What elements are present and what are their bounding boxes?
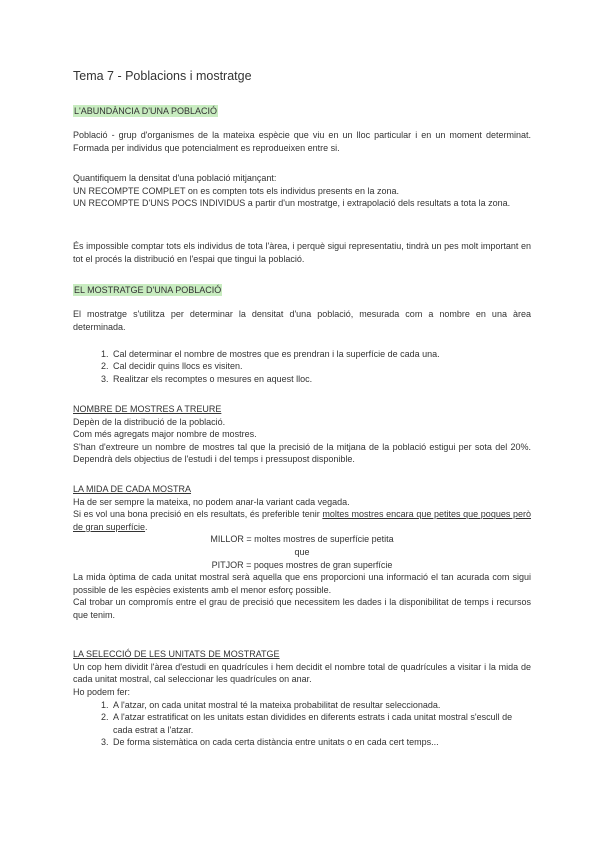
partial-count: UN RECOMPTE D'UNS POCS INDIVIDUS a partir d'un mostratge, i extrapolació dels resultats a tota la zona.: [73, 198, 511, 209]
page-title: Tema 7 - Poblacions i mostratge: [73, 69, 252, 83]
line-precision: S'han d'extreure un nombre de mostres tal que la precisió de la mitjana de la població estigui per sota del 20%. Dependrà dels objectius de l'estudi i del temps i pressupost disponible.: [73, 441, 531, 465]
section-unit-selection: [73, 648, 531, 698]
list-item: 2. A l'atzar estratificat on les unitats estan dividides en diferents estrats i cada unitat mostral s'escull de cada estrat a l'atzar.: [111, 711, 531, 736]
list-item: 2. Cal decidir quins llocs es visiten.: [111, 360, 531, 372]
section-heading-size: LA MIDA DE CADA MOSTRA: [73, 484, 192, 494]
section-number-of-samples: [73, 403, 531, 466]
section-heading-sampling: EL MOSTRATGE D'UNA POBLACIÓ: [74, 285, 222, 295]
section-heading-number: NOMBRE DE MOSTRES A TREURE: [73, 404, 222, 414]
paragraph-optimal-size: La mida òptima de cada unitat mostral serà aquella que ens proporcioni una informació el tan acurada com sigui possible de les espècies existents amb el menor esforç possible.: [73, 572, 531, 595]
worse-line: PITJOR = poques mostres de gran superfície: [211, 559, 393, 570]
line-same-size: Ha de ser sempre la mateixa, no podem anar-la variant cada vegada.: [73, 496, 350, 507]
line-aggregates: Com més agregats major nombre de mostres.: [73, 429, 257, 440]
list-item: 1. Cal determinar el nombre de mostres que es prendran i la superfície de cada una.: [111, 348, 531, 360]
better-line: MILLOR = moltes mostres de superfície petita: [210, 534, 394, 545]
line-how: Ho podem fer:: [73, 686, 131, 697]
list-item: 3. De forma sistemàtica on cada certa distància entre unitats o en cada cert temps...: [111, 736, 531, 748]
line-distribution: Depèn de la distribució de la població.: [73, 416, 226, 427]
list-item: 3. Realitzar els recomptes o mesures en aquest lloc.: [111, 373, 531, 385]
paragraph-selection-intro: Un cop hem dividit l'àrea d'estudi en quadrícules i hem decidit el nombre total de quadrícules a visitar i la mida de cada unitat mostral, cal seleccionar les quadrícules on anar.: [73, 661, 531, 685]
density-intro: Quantifiquem la densitat d'una població mitjançant:: [73, 173, 277, 183]
paragraph-population-definition: Població - grup d'organismes de la mateixa espècie que viu en un lloc particular i en un moment determinat. Formada per individus que potencialment es reprodueixen entre si.: [73, 130, 531, 153]
sampling-steps-list: [73, 348, 531, 385]
complete-count: UN RECOMPTE COMPLET on es compten tots els individus presents en la zona.: [73, 185, 399, 196]
section-sample-size: [73, 483, 531, 622]
list-item: 1. A l'atzar, on cada unitat mostral té la mateixa probabilitat de resultar seleccionada.: [111, 699, 531, 711]
paragraph-sampling-definition: El mostratge s'utilitza per determinar la densitat d'una població, mesurada com a nombre en una àrea determinada.: [73, 309, 531, 332]
paragraph-compromise: Cal trobar un compromís entre el grau de precisió que necessitem les dades i la disponibilitat de temps i recursos que tenim.: [73, 597, 531, 620]
section-heading-selection: LA SELECCIÓ DE LES UNITATS DE MOSTRATGE: [73, 649, 280, 659]
than-line: que: [294, 546, 310, 557]
paragraph-density-methods: [73, 172, 531, 210]
selection-methods-list: [73, 699, 531, 749]
section-heading-abundance: L'ABUNDÀNCIA D'UNA POBLACIÓ: [74, 106, 217, 116]
paragraph-impossibility: És impossible comptar tots els individus de tota l'àrea, i perquè sigui representatiu, tindrà un pes molt important en tot el procés la distribució en l'espai que tingui la població.: [73, 241, 531, 264]
line-precision-advice: Si es vol una bona precisió en els resultats, és preferible tenir moltes mostres encara que petites que poques però de gran superfície.: [73, 509, 531, 532]
